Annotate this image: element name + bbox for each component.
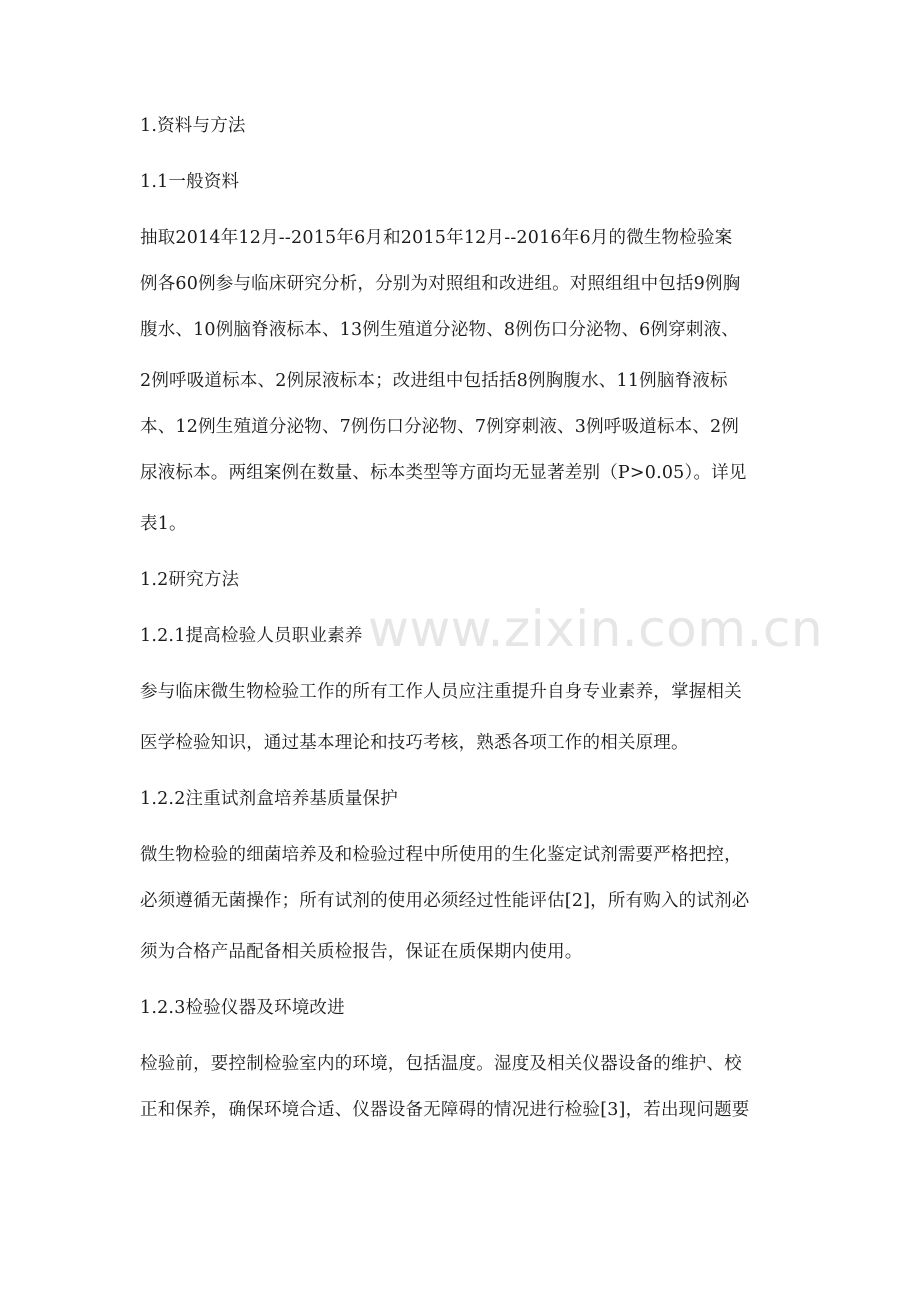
subsection-heading-1-2-1: 1.2.1提高检验人员职业素养: [140, 626, 363, 646]
paragraph-line: 本、12例生殖道分泌物、7例伤口分泌物、7例穿刺液、3例呼吸道标本、2例: [140, 417, 740, 437]
paragraph-line: 尿液标本。两组案例在数量、标本类型等方面均无显著差别（P>0.05）。详见: [140, 463, 747, 483]
paragraph-line: 参与临床微生物检验工作的所有工作人员应注重提升自身专业素养，掌握相关: [140, 682, 742, 702]
subsection-heading-1-2-2: 1.2.2注重试剂盒培养基质量保护: [140, 789, 398, 809]
paragraph-line: 例各60例参与临床研究分析，分别为对照组和改进组。对照组组中包括9例胸: [140, 274, 741, 294]
paragraph-line: 检验前，要控制检验室内的环境，包括温度。湿度及相关仪器设备的维护、校: [140, 1054, 742, 1074]
subsection-heading-1-2-3: 1.2.3检验仪器及环境改进: [140, 998, 345, 1018]
paragraph-line: 表1。: [140, 514, 187, 534]
paragraph-line: 2例呼吸道标本、2例尿液标本；改进组中包括括8例胸腹水、11例脑脊液标: [140, 371, 728, 391]
paragraph-line: 抽取2014年12月--2015年6月和2015年12月--2016年6月的微生物检验案: [140, 228, 733, 248]
subsection-heading-1-1: 1.1一般资料: [140, 172, 240, 192]
paragraph-line: 医学检验知识，通过基本理论和技巧考核，熟悉各项工作的相关原理。: [140, 733, 689, 753]
paragraph-line: 腹水、10例脑脊液标本、13例生殖道分泌物、8例伤口分泌物、6例穿刺液、: [140, 320, 740, 340]
paragraph-line: 微生物检验的细菌培养及和检验过程中所使用的生化鉴定试剂需要严格把控，: [140, 845, 742, 865]
paragraph-line: 必须遵循无菌操作；所有试剂的使用必须经过性能评估[2]，所有购入的试剂必: [140, 891, 750, 911]
section-heading-1: 1.资料与方法: [140, 116, 246, 136]
watermark-text: www.zixin.com.cn: [368, 600, 824, 658]
paragraph-line: 正和保养，确保环境合适、仪器设备无障碍的情况进行检验[3]，若出现问题要: [140, 1100, 750, 1120]
subsection-heading-1-2: 1.2研究方法: [140, 570, 240, 590]
paragraph-line: 须为合格产品配备相关质检报告，保证在质保期内使用。: [140, 942, 583, 962]
